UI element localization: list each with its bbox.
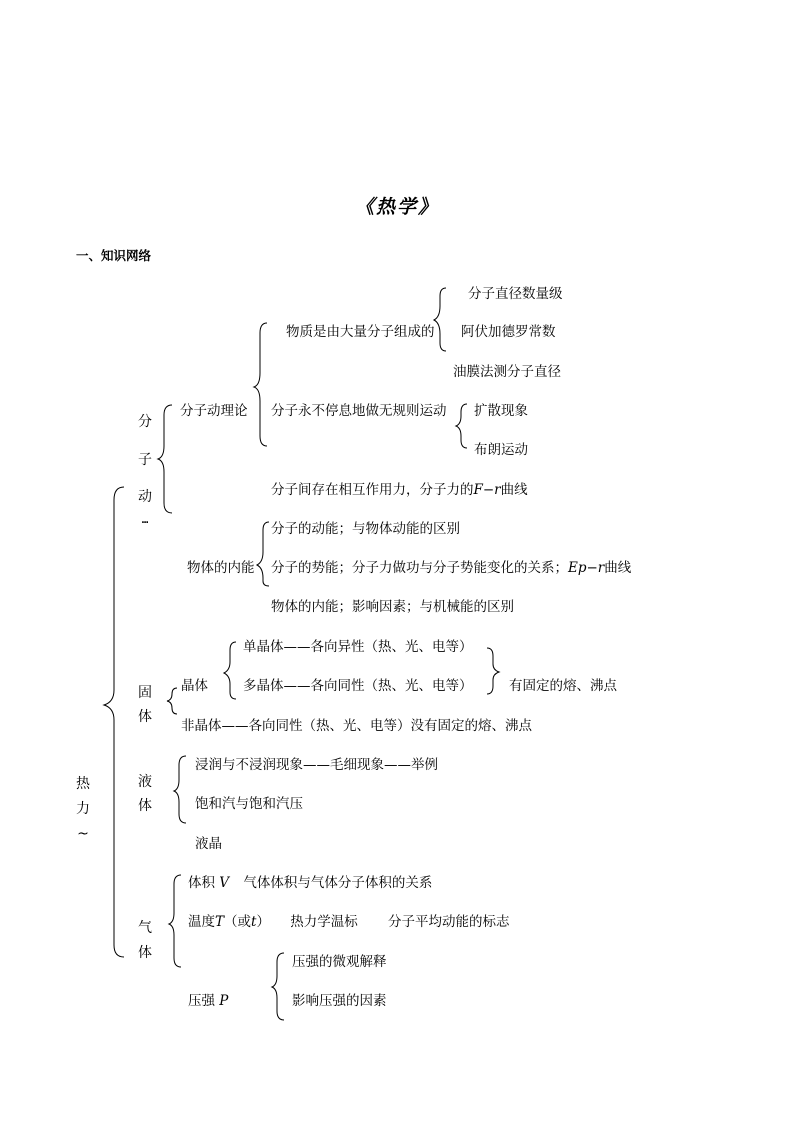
composed-item: 油膜法测分子直径 [453, 364, 561, 380]
fenzi-char-4: ┅ [141, 516, 149, 529]
crystal-brace [224, 642, 236, 699]
theory-label: 分子动理论 [180, 403, 248, 419]
inner-brace [257, 522, 269, 586]
pressure-item: 压强的微观解释 [292, 954, 387, 970]
pressure-var: P [219, 993, 229, 1009]
pressure-label: 压强 [188, 993, 215, 1009]
guti-char-1: 固 [138, 685, 152, 701]
force-var: F−r [473, 482, 501, 498]
qiti-char-2: 体 [138, 945, 152, 961]
motion-brace [456, 404, 467, 448]
composed-item: 分子直径数量级 [468, 286, 563, 302]
temp-mid: （或 [224, 914, 252, 930]
qiti-char-1: 气 [138, 920, 152, 936]
composed-brace [434, 288, 446, 351]
volume-var: V [219, 875, 230, 891]
pressure-item: 影响压强的因素 [292, 993, 387, 1009]
force-suffix: 曲线 [500, 482, 528, 498]
volume-label: 体积 [188, 875, 215, 891]
potential-var: Ep−r [568, 560, 605, 576]
inner-label: 物体的内能 [187, 560, 255, 576]
composed-label: 物质是由大量分子组成的 [286, 324, 435, 340]
fenzi-char-2: 子 [138, 452, 152, 468]
theory-brace [254, 323, 267, 446]
crystal-common: 有固定的熔、沸点 [509, 678, 617, 694]
crystal-label: 晶体 [181, 678, 208, 694]
yeti-item: 液晶 [195, 836, 222, 852]
yeti-brace [174, 756, 186, 823]
yeti-item: 饱和汽与饱和汽压 [195, 796, 303, 812]
root-brace [104, 487, 124, 957]
potential-text: 分子的势能；分子力做功与分子势能变化的关系； [271, 560, 568, 576]
fenzi-char-3: 动 [138, 489, 152, 505]
pressure-brace [272, 953, 284, 1020]
poly-crystal: 多晶体——各向同性（热、光、电等） [243, 678, 473, 694]
temp-label: 温度 [188, 914, 215, 930]
pressure-line [188, 993, 228, 1009]
yeti-char-1: 液 [138, 774, 152, 790]
temp-mark: 分子平均动能的标志 [388, 914, 510, 930]
root-char-3: ~ [77, 826, 89, 842]
inner-item-energy: 物体的内能；影响因素；与机械能的区别 [271, 599, 514, 615]
composed-item: 阿伏加德罗常数 [461, 324, 556, 340]
fenzi-char-1: 分 [138, 414, 152, 430]
section-heading: 一、知识网络 [76, 248, 152, 263]
temp-var2: t [251, 914, 257, 930]
qiti-brace [169, 875, 181, 967]
guti-brace [167, 688, 177, 714]
motion-item: 扩散现象 [474, 403, 528, 419]
temp-scale: 热力学温标 [290, 914, 358, 930]
crystal-right-brace [487, 648, 499, 694]
fenzi-brace [158, 405, 172, 513]
temp-line [188, 914, 510, 930]
root-char-1: 热 [76, 776, 90, 792]
inner-item-potential [271, 560, 631, 576]
potential-suffix: 曲线 [604, 560, 632, 576]
guti-char-2: 体 [138, 709, 152, 725]
root-char-2: 力 [76, 801, 90, 817]
temp-close: ） [256, 914, 270, 930]
yeti-item: 浸润与不浸润现象——毛细现象——举例 [195, 757, 438, 773]
temp-var: T [215, 914, 225, 930]
volume-desc: 气体体积与气体分子体积的关系 [243, 875, 433, 891]
motion-item: 布朗运动 [474, 442, 528, 458]
yeti-char-2: 体 [138, 798, 152, 814]
single-crystal: 单晶体——各向异性（热、光、电等） [243, 639, 473, 655]
page-title: 《热学》 [354, 196, 439, 218]
motion-label: 分子永不停息地做无规则运动 [271, 403, 447, 419]
amorphous: 非晶体——各向同性（热、光、电等）没有固定的熔、沸点 [181, 718, 532, 734]
inner-item-kinetic: 分子的动能；与物体动能的区别 [271, 521, 460, 537]
force-line [271, 482, 528, 498]
volume-line [188, 875, 432, 891]
force-text: 分子间存在相互作用力，分子力的 [271, 482, 474, 498]
